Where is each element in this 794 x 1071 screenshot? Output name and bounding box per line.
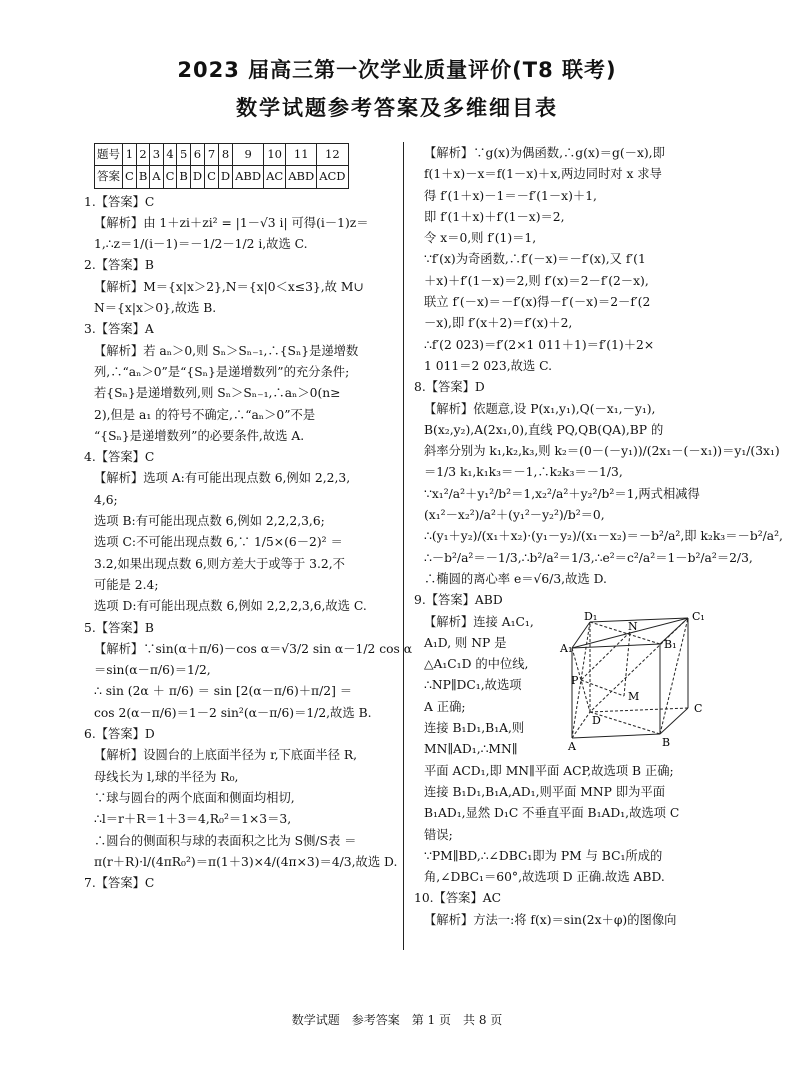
hidden-edge-line: [572, 712, 590, 738]
right-line: 1 011＝2 023,故选 C.: [424, 358, 552, 373]
vertex-label-d: D: [592, 713, 601, 727]
right-solution-text: [414, 143, 783, 931]
right-line: 连接 B₁D₁,B₁A,则: [424, 721, 525, 736]
right-line: A₁D, 则 NP 是: [424, 635, 507, 650]
left-line: 可能是 2.4;: [94, 577, 159, 592]
left-line: 2),但是 a₁ 的符号不确定,∴“aₙ＞0”不是: [94, 407, 316, 422]
left-line: 选项 D:有可能出现点数 6,例如 2,2,2,3,6,故选 C.: [94, 599, 367, 614]
answer-table-header-row: [95, 144, 349, 166]
table-cell: 题号: [95, 144, 123, 166]
left-line: ∴ sin (2α ＋ π/6) ＝ sin [2(α－π/6)＋π/2] ＝: [94, 684, 353, 699]
left-line: 2.【答案】B: [84, 258, 154, 273]
right-line: ∴f′(2 023)＝f′(2×1 011＋1)＝f′(1)＋2×: [424, 337, 655, 352]
right-line: ∴(y₁＋y₂)/(x₁＋x₂)·(y₁－y₂)/(x₁－x₂)＝－b²/a²,即 k₂k₃＝－b²/a²,: [424, 529, 783, 544]
left-line: 1,∴z＝1/(i－1)＝－1/2－1/2 i,故选 C.: [94, 237, 308, 252]
right-line: △A₁C₁D 的中位线,: [424, 657, 529, 672]
answer-table: [94, 143, 349, 189]
right-line: 10.【答案】AC: [414, 891, 502, 906]
left-line: 6.【答案】D: [84, 727, 155, 742]
vertex-label-a: A: [568, 739, 576, 753]
left-line: 7.【答案】C: [84, 876, 155, 891]
left-line: 【解析】由 1＋zi＋zi² = |1－√3 i| 可得(i－1)z＝: [94, 215, 369, 230]
right-line: 8.【答案】D: [414, 380, 485, 395]
table-cell: ABD: [286, 166, 317, 188]
right-line: f(1＋x)－x＝f(1－x)＋x,两边同时对 x 求导: [424, 167, 662, 182]
answer-table-answer-row: [95, 166, 349, 188]
left-line: cos 2(α－π/6)＝1－2 sin²(α－π/6)＝1/2,故选 B.: [94, 705, 372, 720]
table-cell: A: [150, 166, 163, 188]
left-line: 【解析】M＝{x|x＞2},N＝{x|0＜x≤3},故 M∪: [94, 279, 364, 294]
vertex-label-c: C: [694, 701, 703, 715]
table-cell: D: [218, 166, 232, 188]
vertex-label-m: M: [628, 689, 640, 703]
cube-figure: [560, 609, 710, 753]
table-cell: 7: [205, 144, 219, 166]
right-line: 【解析】连接 A₁C₁,: [424, 614, 534, 629]
left-line: N＝{x|x＞0},故选 B.: [94, 301, 217, 316]
left-line: 1.【答案】C: [84, 194, 155, 209]
left-line: “{Sₙ}是递增数列”的必要条件,故选 A.: [94, 428, 305, 443]
vertex-label-p: P: [571, 673, 579, 687]
right-line: ∵f′(x)为奇函数,∴f′(－x)＝－f′(x),又 f′(1: [424, 252, 646, 267]
column-divider: [403, 142, 404, 950]
vertex-label-b: B: [662, 735, 671, 749]
table-cell: 2: [136, 144, 149, 166]
left-line: 列,∴“aₙ＞0”是“{Sₙ}是递增数列”的充分条件;: [94, 364, 350, 379]
right-line: 联立 f′(－x)＝－f′(x)得－f′(－x)＝2－f′(2: [424, 295, 651, 310]
left-line: 【解析】选项 A:有可能出现点数 6,例如 2,2,3,: [94, 471, 351, 486]
left-line: 3.2,如果出现点数 6,则方差大于或等于 3.2,不: [94, 556, 345, 571]
table-cell: C: [205, 166, 219, 188]
right-line: 令 x＝0,则 f′(1)＝1,: [424, 231, 537, 246]
left-line: 选项 C:不可能出现点数 6,∵ 1/5×(6－2)² ＝: [94, 535, 343, 550]
table-cell: 6: [190, 144, 204, 166]
auxiliary-line: [660, 618, 688, 734]
left-line: 5.【答案】B: [84, 620, 154, 635]
left-line: ＝sin(α－π/6)＝1/2,: [94, 663, 211, 678]
right-line: 9.【答案】ABD: [414, 593, 503, 608]
right-line: ∴椭圆的离心率 e＝√6/3,故选 D.: [424, 571, 607, 586]
left-line: 3.【答案】A: [84, 322, 154, 337]
vertex-label-b1: B₁: [664, 637, 677, 651]
right-line: 即 f′(1＋x)＋f′(1－x)＝2,: [424, 209, 565, 224]
table-cell: 5: [177, 144, 190, 166]
right-line: (x₁²－x₂²)/a²＋(y₁²－y₂²)/b²＝0,: [424, 508, 605, 523]
left-line: 若{Sₙ}是递增数列,则 Sₙ＞Sₙ₋₁,∴aₙ＞0(n≥: [94, 386, 341, 401]
right-column: [414, 143, 783, 931]
table-cell: 10: [264, 144, 286, 166]
page-footer: 数学试题 参考答案 第 1 页 共 8 页: [291, 1013, 503, 1027]
vertex-label-d1: D₁: [584, 609, 598, 623]
right-line: 平面 ACD₁,即 MN∥平面 ACP,故选项 B 正确;: [424, 763, 674, 778]
edge-line: [572, 734, 660, 738]
page-title: 2023 届高三第一次学业质量评价(T8 联考): [177, 58, 617, 82]
right-line: 【解析】依题意,设 P(x₁,y₁),Q(－x₁,－y₁),: [424, 401, 656, 416]
left-column: [84, 143, 413, 894]
table-cell: 9: [233, 144, 264, 166]
right-line: 斜率分别为 k₁,k₂,k₃,则 k₂＝(0－(－y₁))/(2x₁－(－x₁))＝y₁/(3x₁): [424, 444, 780, 459]
table-cell: ABD: [233, 166, 264, 188]
left-line: 【解析】∵sin(α＋π/6)－cos α＝√3/2 sin α－1/2 cos α: [94, 641, 413, 656]
left-line: ∵球与圆台的两个底面和侧面均相切,: [94, 790, 295, 805]
vertex-label-c1: C₁: [692, 609, 705, 623]
table-cell: C: [123, 166, 137, 188]
table-cell: C: [163, 166, 177, 188]
left-line: 【解析】若 aₙ＞0,则 Sₙ＞Sₙ₋₁,∴{Sₙ}是递增数: [94, 343, 359, 358]
right-line: ∵x₁²/a²＋y₁²/b²＝1,x₂²/a²＋y₂²/b²＝1,两式相减得: [424, 486, 700, 501]
right-line: ∵PM∥BD,∴∠DBC₁即为 PM 与 BC₁所成的: [424, 848, 663, 863]
table-cell: 答案: [95, 166, 123, 188]
right-line: 得 f′(1＋x)－1＝－f′(1－x)＋1,: [424, 188, 597, 203]
right-line: B₁AD₁,显然 D₁C 不垂直平面 B₁AD₁,故选项 C: [424, 806, 680, 821]
vertex-label-a1: A₁: [560, 641, 573, 655]
right-line: －x),即 f′(x＋2)＝f′(x)＋2,: [424, 316, 573, 331]
left-line: 4.【答案】C: [84, 450, 155, 465]
right-line: ＋x)＋f′(1－x)＝2,则 f′(x)＝2－f′(2－x),: [424, 273, 649, 288]
left-line: 【解析】设圆台的上底面半径为 r,下底面半径 R,: [94, 748, 358, 763]
auxiliary-line: [624, 632, 630, 696]
left-line: π(r＋R)·l/(4πR₀²)＝π(1＋3)×4/(4π×3)＝4/3,故选 D.: [94, 854, 398, 869]
table-cell: ACD: [317, 166, 348, 188]
right-line: MN∥AD₁,∴MN∥: [424, 742, 518, 757]
right-line: 错误;: [424, 827, 453, 842]
table-cell: B: [136, 166, 149, 188]
right-line: ＝1/3 k₁,k₁k₃＝－1,∴k₂k₃＝－1/3,: [424, 465, 623, 480]
right-line: 【解析】∵g(x)为偶函数,∴g(x)＝g(－x),即: [424, 146, 665, 160]
table-cell: 12: [317, 144, 348, 166]
left-line: 4,6;: [94, 492, 118, 507]
left-line: 母线长为 l,球的半径为 R₀,: [94, 769, 239, 784]
right-line: B(x₂,y₂),A(2x₁,0),直线 PQ,QB(QA),BP 的: [424, 422, 664, 437]
table-cell: AC: [264, 166, 286, 188]
right-line: ∴NP∥DC₁,故选项: [424, 678, 522, 693]
table-cell: 3: [150, 144, 163, 166]
table-cell: 1: [123, 144, 137, 166]
vertex-label-n: N: [628, 619, 638, 633]
left-line: ∴l＝r＋R＝1＋3＝4,R₀²＝1×3＝3,: [94, 812, 292, 827]
right-line: 【解析】方法一:将 f(x)＝sin(2x＋φ)的图像向: [424, 912, 677, 927]
edge-line: [660, 708, 688, 734]
table-cell: 8: [218, 144, 232, 166]
table-cell: 11: [286, 144, 317, 166]
right-line: ∴－b²/a²＝－1/3,∴b²/a²＝1/3,∴e²＝c²/a²＝1－b²/a²＝2/3,: [424, 550, 753, 565]
left-solution-text: [84, 192, 413, 895]
right-line: 角,∠DBC₁＝60°,故选项 D 正确.故选 ABD.: [424, 870, 665, 885]
left-line: ∴圆台的侧面积与球的表面积之比为 S侧/S表 ＝: [94, 833, 357, 848]
hidden-edge-line: [590, 708, 688, 712]
left-line: 选项 B:有可能出现点数 6,例如 2,2,2,3,6;: [94, 514, 325, 529]
table-cell: D: [190, 166, 204, 188]
right-line: A 正确;: [424, 699, 466, 714]
table-cell: 4: [163, 144, 177, 166]
table-cell: B: [177, 166, 190, 188]
auxiliary-line: [581, 680, 624, 696]
right-line: 连接 B₁D₁,B₁A,AD₁,则平面 MNP 即为平面: [424, 784, 666, 799]
page-subtitle: 数学试题参考答案及多维细目表: [236, 96, 558, 120]
